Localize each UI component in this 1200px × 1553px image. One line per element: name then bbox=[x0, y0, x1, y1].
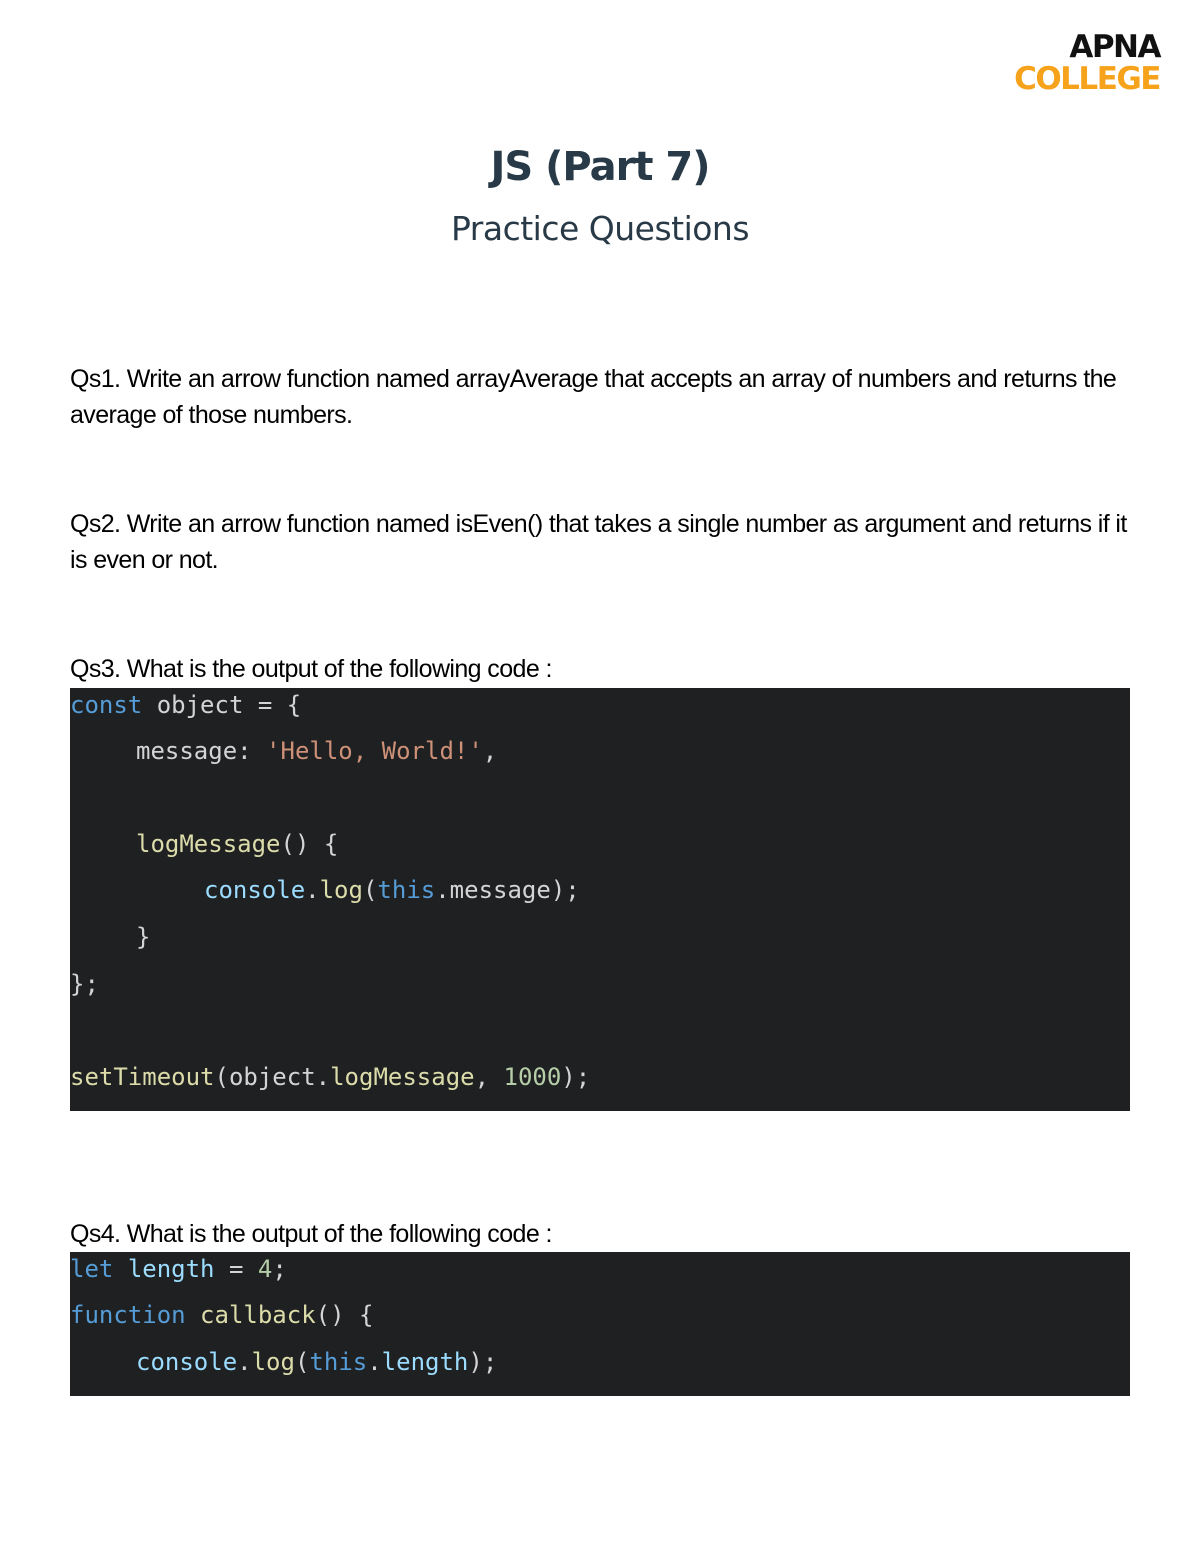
page-subtitle: Practice Questions bbox=[450, 209, 750, 248]
code-line bbox=[70, 1300, 373, 1330]
code-token: object = { bbox=[142, 691, 302, 719]
code-token: length bbox=[381, 1348, 469, 1376]
code-token: 'Hello, World!' bbox=[266, 737, 483, 765]
code-token: message: bbox=[136, 737, 267, 765]
code-token: , bbox=[474, 1063, 504, 1091]
code-token: callback bbox=[200, 1301, 316, 1329]
code-line bbox=[70, 1254, 287, 1284]
code-token bbox=[186, 1301, 200, 1329]
code-token: logMessage bbox=[136, 830, 281, 858]
code-token: } bbox=[136, 923, 151, 951]
code-token: 1000 bbox=[503, 1063, 562, 1091]
page-title: JS (Part 7) bbox=[490, 144, 710, 190]
code-token: }; bbox=[70, 970, 99, 998]
code-token: ; bbox=[272, 1255, 287, 1283]
code-line bbox=[70, 969, 99, 999]
code-token: log bbox=[319, 876, 363, 904]
code-token: let bbox=[70, 1255, 114, 1283]
code-token: . bbox=[305, 876, 320, 904]
question-4: Qs4. What is the output of the following code : bbox=[70, 1220, 552, 1248]
code-token: . bbox=[367, 1348, 382, 1376]
logo-line-apna: APNA bbox=[1069, 29, 1160, 65]
code-block-qs3 bbox=[70, 688, 1130, 1111]
code-block-qs4 bbox=[70, 1252, 1130, 1396]
code-line bbox=[70, 1062, 590, 1092]
code-line bbox=[204, 875, 580, 905]
code-token: logMessage bbox=[330, 1063, 475, 1091]
code-token: console bbox=[204, 876, 306, 904]
code-token: log bbox=[251, 1348, 295, 1376]
code-token: console bbox=[136, 1348, 238, 1376]
code-token: (object. bbox=[214, 1063, 331, 1091]
code-line bbox=[136, 1347, 497, 1377]
code-token: setTimeout bbox=[70, 1063, 215, 1091]
code-token: 4 bbox=[257, 1255, 273, 1283]
apna-college-logo bbox=[1014, 29, 1160, 97]
code-line bbox=[136, 922, 150, 952]
question-3: Qs3. What is the output of the following code : bbox=[70, 655, 552, 683]
code-token: ); bbox=[561, 1063, 591, 1091]
logo-line-college: COLLEGE bbox=[1014, 61, 1160, 97]
code-token bbox=[113, 1255, 127, 1283]
code-line bbox=[136, 736, 497, 766]
code-token: . bbox=[237, 1348, 252, 1376]
code-token: this bbox=[377, 876, 436, 904]
code-token: this bbox=[309, 1348, 368, 1376]
code-token: = bbox=[214, 1255, 258, 1283]
code-token: const bbox=[70, 691, 143, 719]
code-token: , bbox=[482, 737, 498, 765]
code-token: ); bbox=[468, 1348, 498, 1376]
question-1: Qs1. Write an arrow function named arrayAverage that accepts an array of numbers and returns the average of those numbers. bbox=[70, 365, 1117, 429]
code-token: () { bbox=[280, 830, 339, 858]
code-token: function bbox=[70, 1301, 186, 1329]
code-token: () { bbox=[315, 1301, 374, 1329]
question-2: Qs2. Write an arrow function named isEven() that takes a single number as argument and returns if it is even or not. bbox=[70, 510, 1127, 574]
code-token: .message); bbox=[435, 876, 580, 904]
code-token: length bbox=[127, 1255, 215, 1283]
code-line bbox=[136, 829, 338, 859]
code-line bbox=[70, 690, 301, 720]
code-token: ( bbox=[362, 876, 378, 904]
code-token: ( bbox=[294, 1348, 310, 1376]
